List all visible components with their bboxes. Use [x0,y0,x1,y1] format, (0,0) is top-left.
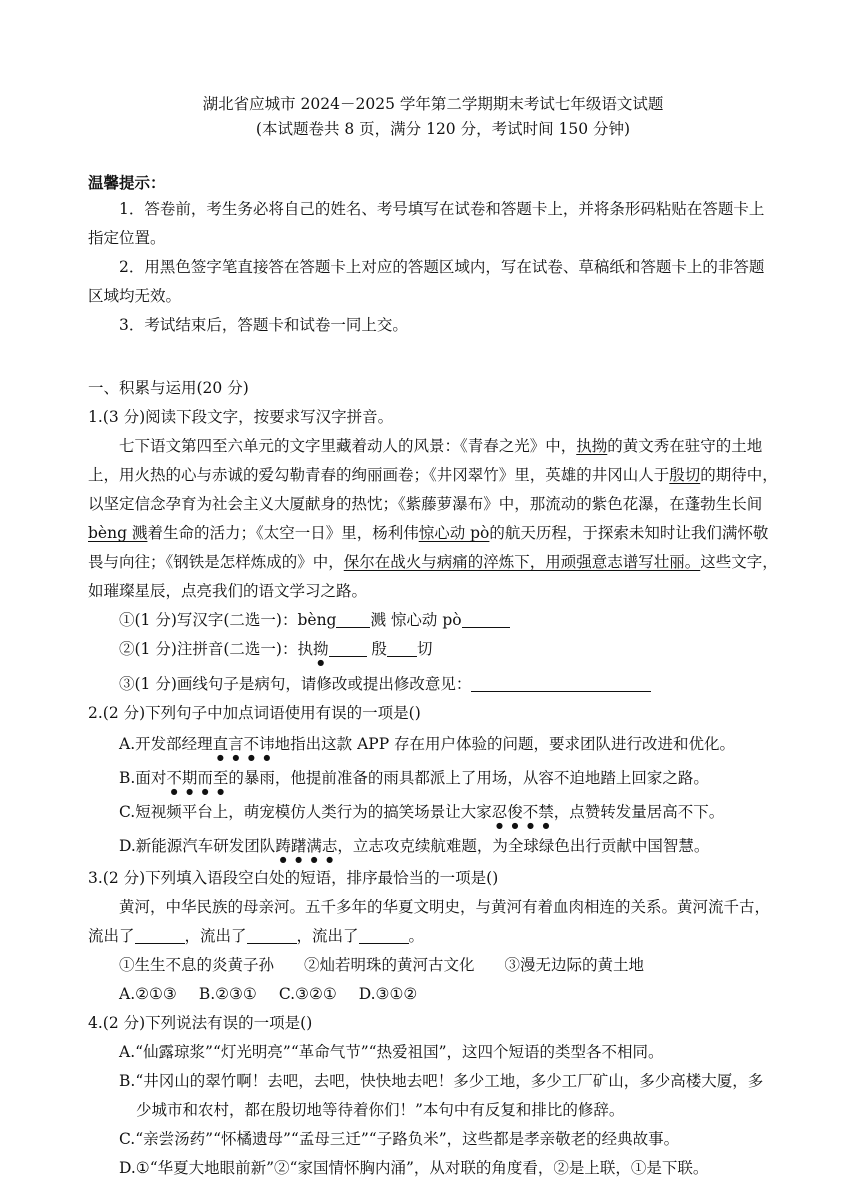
answer-blank[interactable] [247,927,297,944]
tip-item: 2．用黑色签字笔直接答在答题卡上对应的答题区域内，写在试卷、草稿纸和答题卡上的非答题区域均无效。 [88,258,765,305]
exam-page [88,92,778,1183]
option-text: A.开发部经理 [119,735,213,753]
question-3-options [88,980,778,1009]
dotted-char: 拗 [312,640,329,658]
underlined-word: 殷切 [669,466,701,484]
exam-title: 湖北省应城市 2024－2025 学年第二学期期末考试七年级语文试题 [202,95,664,113]
question-2-stem: 2.(2 分)下列句子中加点词语使用有误的一项是() [88,704,421,722]
passage-text: 这些文字，如璀璨星辰，点亮我们的语文学习之路。 [88,553,778,600]
option-text: D.新能源汽车研发团队 [119,837,276,855]
passage-text: ，流出了 [184,927,247,945]
exam-header [88,92,778,142]
question-4-option-b: B.“井冈山的翠竹啊！去吧，去吧，快快地去吧！多少工地，多少工厂矿山，多少高楼大厦，多少城市和农村，都在殷切地等待着你们！”本句中有反复和排比的修辞。 [119,1072,764,1119]
answer-blank[interactable] [135,927,185,944]
tip-item: 1．答卷前，考生务必将自己的姓名、考号填写在试卷和答题卡上，并将条形码粘贴在答题卡上指定位置。 [88,200,765,247]
dotted-word: 不期而至 [166,769,229,787]
question-3-phrases [88,951,778,980]
option-text: 的暴雨，他提前准备的雨具都派上了用场，从容不迫地踏上回家之路。 [228,769,709,787]
option-c[interactable]: C.③②① [278,985,337,1003]
sub-text: 殷 [366,640,387,658]
tip-item: 3．考试结束后，答题卡和试卷一同上交。 [119,316,408,334]
dotted-word: 踌躇满志 [275,837,338,855]
answer-blank[interactable] [359,927,409,944]
answer-blank[interactable] [471,675,651,692]
passage-text: 七下语文第四至六单元的文字里藏着动人的风景：《青春之光》中， [119,437,577,455]
question-1-sub-2 [88,635,778,667]
question-4-option-d: D.①“华夏大地眼前新”②“家国情怀胸内涌”，从对联的角度看，②是上联，①是下联。 [119,1159,709,1177]
dotted-word: 忍俊不禁 [491,803,554,821]
question-3-passage [88,893,778,951]
option-text: B.面对 [119,769,167,787]
question-1-passage [88,432,778,606]
underlined-word: bèng 溅 [88,524,148,542]
option-a[interactable]: A.②①③ [119,985,177,1003]
passage-text: 黄河，中华民族的母亲河。五千多年的华夏文明史，与黄河有着血肉相连的关系。黄河流千古，流出了 [88,898,771,945]
underlined-word: 执拗 [576,437,608,455]
question-1-stem: 1.(3 分)阅读下段文字，按要求写汉字拼音。 [88,408,394,426]
sub-text: ③(1 分)画线句子是病句，请修改或提出修改意见： [119,675,472,693]
phrase: ①生生不息的炎黄子孙 [119,956,275,974]
passage-text: 着生命的活力；《太空一日》里，杨利伟 [147,524,419,542]
phrase: ③漫无边际的黄土地 [504,956,645,974]
option-text: C.短视频平台上，萌宠模仿人类行为的搞笑场景让大家 [119,803,492,821]
dotted-word: 直言不讳 [212,735,275,753]
answer-blank[interactable] [387,640,417,657]
phrase: ②灿若明珠的黄河古文化 [304,956,475,974]
question-2-option-c [88,796,778,830]
passage-text: 的期待中，以坚定信念孕育为社会主义大厦献身的热忱；《紫藤萝瀑布》中，那流动的紫色花瀑，在蓬勃生长间 [88,466,778,513]
answer-blank[interactable] [462,611,510,628]
option-d[interactable]: D.③①② [358,985,418,1003]
sub-text: 切 [416,640,433,658]
section-heading: 一、积累与运用(20 分) [88,379,249,397]
question-4-stem: 4.(2 分)下列说法有误的一项是() [88,1014,313,1032]
option-text: ，立志攻克续航难题，为全球绿色出行贡献中国智慧。 [337,837,710,855]
sub-text: ①(1 分)写汉字(二选一)：bèng [119,611,337,629]
sick-sentence: 保尔在战火与病痛的淬炼下，用顽强意志谱写壮丽。 [343,553,701,571]
sub-text: 溅 惊心动 pò [370,611,462,629]
question-4-option-c: C.“亲尝汤药”“怀橘遗母”“孟母三迁”“子路负米”，这些都是孝亲敬老的经典故事。 [119,1130,680,1148]
answer-blank[interactable] [336,611,370,628]
question-2-option-a [88,728,778,762]
sub-text: ②(1 分)注拼音(二选一)：执 [119,640,313,658]
question-2-option-b [88,762,778,796]
exam-subtitle: (本试题卷共 8 页，满分 120 分，考试时间 150 分钟) [255,120,631,138]
passage-text: 的航天历程，于探索未知时让我们满怀敬畏与向往；《钢铁是怎样炼成的》中， [88,524,769,571]
answer-blank[interactable] [329,640,367,657]
underlined-word: 惊心动 pò [418,524,490,542]
question-3-stem: 3.(2 分)下列填入语段空白处的短语，排序最恰当的一项是() [88,869,499,887]
passage-text: 的黄文秀在驻守的土地上，用火热的心与赤诚的爱勾勒青春的绚丽画卷；《井冈翠竹》里，英雄的井冈山人于 [88,437,763,484]
option-b[interactable]: B.②③① [198,985,257,1003]
tips-heading: 温馨提示： [88,173,166,192]
question-4-option-a: A.“仙露琼浆”“灯光明亮”“革命气节”“热爱祖国”，这四个短语的类型各不相同。 [119,1043,664,1061]
passage-text: 。 [408,927,425,945]
option-text: ，点赞转发量居高不下。 [553,803,725,821]
question-1-sub-1 [88,606,778,635]
question-1-sub-3 [88,670,778,699]
option-text: 地指出这款 APP 存在用户体验的问题，要求团队进行改进和优化。 [274,735,736,753]
question-2-option-d [88,830,778,864]
passage-text: ，流出了 [296,927,359,945]
